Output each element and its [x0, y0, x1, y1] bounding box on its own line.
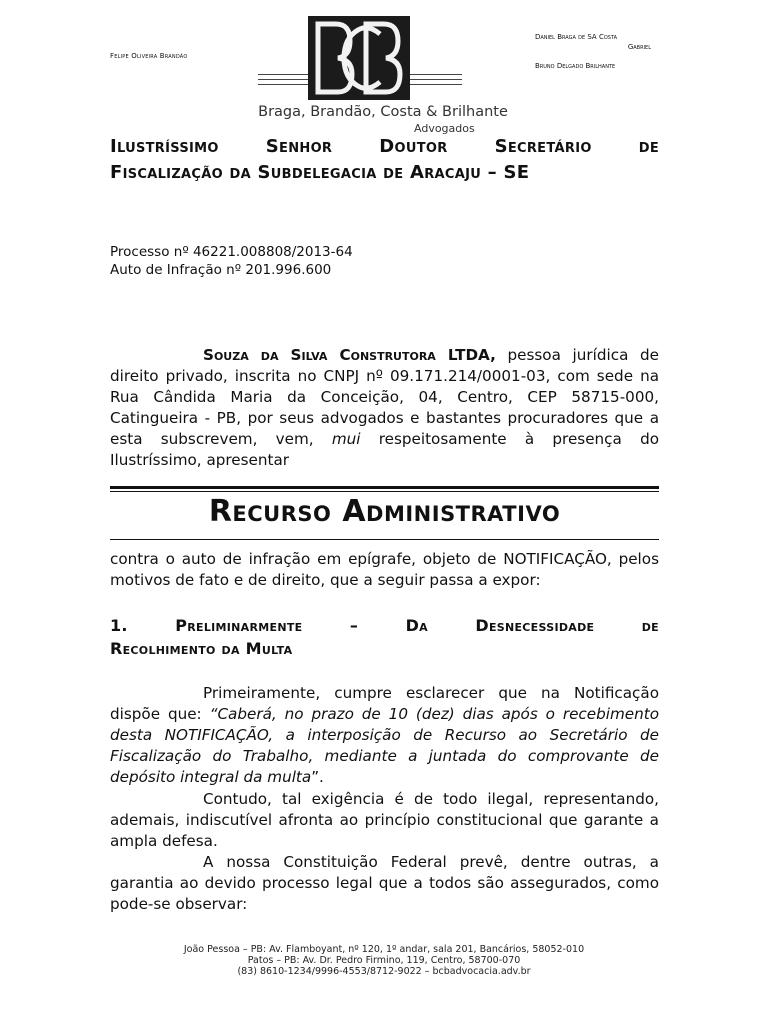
addressee-line-2: Fiscalização da Subdelegacia de Aracaju – SE [110, 162, 530, 183]
document-title: Recurso Administrativo [208, 494, 561, 529]
logo-monogram [308, 16, 410, 100]
lawyer-name-1-cont: Gabriel [627, 43, 651, 51]
process-info [110, 243, 353, 279]
lawyer-name-2: Bruno Delgado Brilhante [535, 62, 616, 70]
firm-logo [258, 16, 508, 134]
paragraph-1-lead: Primeiramente, cumpre esclarecer que na Notificação dispõe que: [110, 684, 659, 723]
intro-text-italic: mui [331, 430, 361, 448]
paragraph-1-quote: “Caberá, no prazo de 10 (dez) dias após o recebimento desta NOTIFICAÇÃO, a interposição de Recurso ao Secretário de Fiscalização do Trabalho, mediante a juntada do comprovante de depósito integral da multa [110, 705, 659, 786]
paragraph-3-text: A nossa Constituição Federal prevê, dentre outras, a garantia ao devido processo legal que a todos são assegurados, como pode-se observar: [110, 853, 659, 913]
intro-paragraph [110, 345, 659, 471]
lawyer-name-1: Daniel Braga de SA Costa [535, 33, 618, 41]
addressee [110, 134, 659, 186]
paragraph-1 [110, 683, 659, 788]
footer-address-1: João Pessoa – PB: Av. Flamboyant, nº 120, 1º andar, sala 201, Bancários, 58052-010 [183, 944, 585, 955]
intro-text-b: respeitosamente à presença do Ilustríssimo, apresentar [110, 430, 660, 469]
title-rule-top-thin [110, 491, 659, 492]
title-rule-bottom [110, 539, 659, 540]
section-heading-line-2: Recolhimento da Multa [110, 639, 293, 658]
firm-name: Braga, Brandão, Costa & Brilhante [258, 104, 508, 120]
intro-text-a: pessoa jurídica de direito privado, inscrita no CNPJ nº 09.171.214/0001-03, com sede na Rua Cândida Maria da Conceição, 04, Centro, CEP 58715-000, Catingueira - PB, por seus advogados e bastantes procuradores que a esta subscrevem, vem, [110, 346, 659, 448]
section-heading [110, 614, 659, 660]
party-name: Souza da Silva Construtora LTDA, [203, 346, 496, 364]
footer-contact: (83) 8610-1234/9996-4553/8712-9022 – bcbadvocacia.adv.br [237, 966, 531, 977]
contra-paragraph: contra o auto de infração em epígrafe, objeto de NOTIFICAÇÃO, pelos motivos de fato e de direito, que a seguir passa a expor: [110, 550, 659, 589]
logo-lines-left [258, 74, 310, 92]
lawyer-name-left: Felipe Oliveira Brandão [110, 52, 188, 60]
process-number: Processo nº 46221.008808/2013-64 [110, 244, 353, 260]
paragraph-2-text: Contudo, tal exigência é de todo ilegal, representando, ademais, indiscutível afronta ao princípio constitucional que garante a ampla defesa. [110, 790, 659, 850]
footer-address-2: Patos – PB: Av. Dr. Pedro Firmino, 119, Centro, 58700-070 [247, 955, 521, 966]
paragraph-2 [110, 789, 659, 852]
firm-subtitle: Advogados [414, 122, 475, 135]
title-rule-top [110, 486, 659, 489]
paragraph-1-end: ”. [311, 768, 324, 786]
addressee-line-1: Ilustríssimo Senhor Doutor Secretário de [110, 136, 659, 157]
logo-lines-right [410, 74, 462, 92]
infraction-number: Auto de Infração nº 201.996.600 [110, 262, 332, 278]
page-footer [0, 944, 768, 977]
section-heading-line-1: 1. Preliminarmente – Da Desnecessidade de [110, 616, 659, 635]
paragraph-3 [110, 852, 659, 915]
lawyer-names-right [535, 32, 651, 71]
